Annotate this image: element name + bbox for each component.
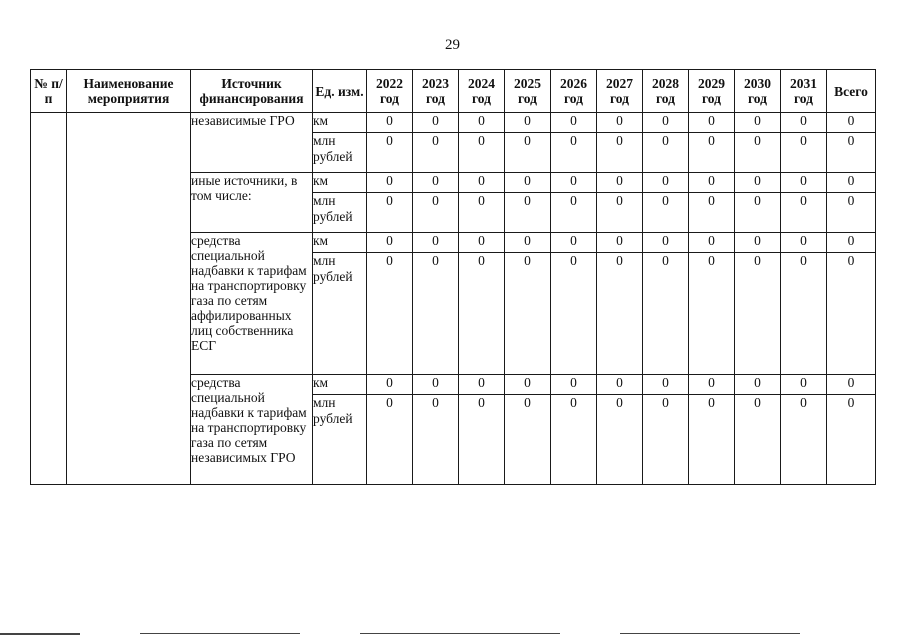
value-cell: 0 [781, 375, 827, 395]
value-cell: 0 [597, 253, 643, 375]
value-cell: 0 [413, 375, 459, 395]
header-year: 2030 год [735, 70, 781, 113]
total-cell: 0 [827, 113, 876, 133]
unit-cell: км [313, 113, 367, 133]
value-cell: 0 [551, 173, 597, 193]
total-cell: 0 [827, 133, 876, 173]
value-cell: 0 [597, 375, 643, 395]
unit-cell: млн рублей [313, 193, 367, 233]
value-cell: 0 [781, 133, 827, 173]
header-source: Источник финансирования [191, 70, 313, 113]
value-cell: 0 [551, 395, 597, 485]
total-cell: 0 [827, 375, 876, 395]
total-cell: 0 [827, 253, 876, 375]
value-cell: 0 [413, 113, 459, 133]
value-cell: 0 [505, 133, 551, 173]
financing-table [30, 69, 876, 485]
value-cell: 0 [781, 113, 827, 133]
value-cell: 0 [413, 193, 459, 233]
header-unit: Ед. изм. [313, 70, 367, 113]
value-cell: 0 [505, 233, 551, 253]
value-cell: 0 [459, 193, 505, 233]
value-cell: 0 [689, 375, 735, 395]
value-cell: 0 [597, 173, 643, 193]
value-cell: 0 [367, 233, 413, 253]
measure-name-cell [67, 113, 191, 485]
header-year: 2026 год [551, 70, 597, 113]
value-cell: 0 [367, 395, 413, 485]
value-cell: 0 [689, 133, 735, 173]
value-cell: 0 [689, 253, 735, 375]
value-cell: 0 [689, 173, 735, 193]
value-cell: 0 [597, 113, 643, 133]
page-number: 29 [445, 37, 460, 53]
value-cell: 0 [689, 233, 735, 253]
value-cell: 0 [781, 173, 827, 193]
value-cell: 0 [551, 113, 597, 133]
value-cell: 0 [551, 375, 597, 395]
unit-cell: км [313, 233, 367, 253]
value-cell: 0 [781, 193, 827, 233]
value-cell: 0 [643, 395, 689, 485]
value-cell: 0 [689, 395, 735, 485]
financing-source: независимые ГРО [191, 113, 313, 173]
value-cell: 0 [505, 253, 551, 375]
value-cell: 0 [643, 253, 689, 375]
value-cell: 0 [505, 375, 551, 395]
scan-edge-line [620, 633, 800, 634]
value-cell: 0 [459, 375, 505, 395]
unit-cell: млн рублей [313, 253, 367, 375]
value-cell: 0 [505, 395, 551, 485]
scan-edge-line [0, 633, 80, 635]
header-year: 2024 год [459, 70, 505, 113]
unit-cell: млн рублей [313, 133, 367, 173]
table-row [31, 113, 876, 133]
unit-cell: км [313, 173, 367, 193]
value-cell: 0 [735, 253, 781, 375]
header-row [31, 70, 876, 113]
value-cell: 0 [597, 133, 643, 173]
value-cell: 0 [643, 173, 689, 193]
scan-edge-line [360, 633, 560, 634]
value-cell: 0 [505, 193, 551, 233]
value-cell: 0 [413, 253, 459, 375]
value-cell: 0 [735, 133, 781, 173]
header-year: 2029 год [689, 70, 735, 113]
financing-source: иные источники, в том числе: [191, 173, 313, 233]
total-cell: 0 [827, 193, 876, 233]
total-cell: 0 [827, 395, 876, 485]
value-cell: 0 [459, 253, 505, 375]
header-year: 2027 год [597, 70, 643, 113]
value-cell: 0 [735, 113, 781, 133]
value-cell: 0 [551, 253, 597, 375]
unit-cell: км [313, 375, 367, 395]
value-cell: 0 [367, 113, 413, 133]
header-year: 2028 год [643, 70, 689, 113]
value-cell: 0 [367, 375, 413, 395]
value-cell: 0 [413, 173, 459, 193]
header-name: Наименование мероприятия [67, 70, 191, 113]
value-cell: 0 [597, 233, 643, 253]
value-cell: 0 [367, 253, 413, 375]
value-cell: 0 [367, 133, 413, 173]
value-cell: 0 [735, 173, 781, 193]
value-cell: 0 [735, 375, 781, 395]
scan-edge-line [140, 633, 300, 634]
value-cell: 0 [459, 233, 505, 253]
value-cell: 0 [689, 193, 735, 233]
value-cell: 0 [735, 395, 781, 485]
value-cell: 0 [505, 113, 551, 133]
value-cell: 0 [551, 233, 597, 253]
value-cell: 0 [505, 173, 551, 193]
value-cell: 0 [643, 375, 689, 395]
value-cell: 0 [781, 253, 827, 375]
value-cell: 0 [735, 193, 781, 233]
total-cell: 0 [827, 173, 876, 193]
value-cell: 0 [459, 173, 505, 193]
value-cell: 0 [643, 233, 689, 253]
unit-cell: млн рублей [313, 395, 367, 485]
header-year: 2022 год [367, 70, 413, 113]
financing-source: средства специальной надбавки к тарифам на транспортировку газа по сетям независимых ГРО [191, 375, 313, 485]
value-cell: 0 [413, 133, 459, 173]
value-cell: 0 [459, 113, 505, 133]
value-cell: 0 [459, 133, 505, 173]
value-cell: 0 [643, 193, 689, 233]
value-cell: 0 [597, 193, 643, 233]
value-cell: 0 [781, 395, 827, 485]
financing-source: средства специальной надбавки к тарифам на транспортировку газа по сетям аффилированных лиц собственника ЕСГ [191, 233, 313, 375]
value-cell: 0 [781, 233, 827, 253]
value-cell: 0 [735, 233, 781, 253]
value-cell: 0 [551, 193, 597, 233]
value-cell: 0 [367, 173, 413, 193]
value-cell: 0 [413, 233, 459, 253]
value-cell: 0 [459, 395, 505, 485]
value-cell: 0 [367, 193, 413, 233]
header-year: 2023 год [413, 70, 459, 113]
value-cell: 0 [413, 395, 459, 485]
value-cell: 0 [643, 133, 689, 173]
value-cell: 0 [597, 395, 643, 485]
header-no: № п/п [31, 70, 67, 113]
value-cell: 0 [551, 133, 597, 173]
header-total: Всего [827, 70, 876, 113]
value-cell: 0 [643, 113, 689, 133]
header-year: 2025 год [505, 70, 551, 113]
row-number-cell [31, 113, 67, 485]
value-cell: 0 [689, 113, 735, 133]
total-cell: 0 [827, 233, 876, 253]
header-year: 2031 год [781, 70, 827, 113]
